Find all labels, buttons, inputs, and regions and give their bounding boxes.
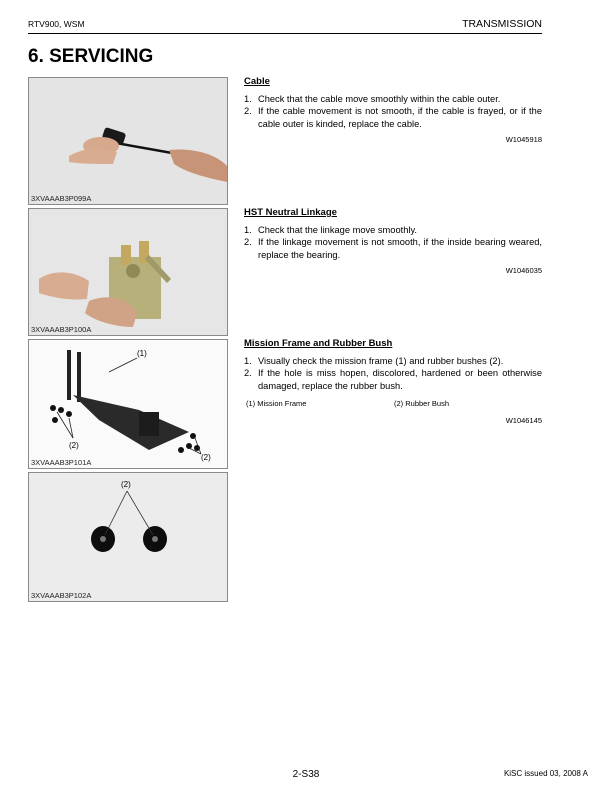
mission-frame-diagram [29,340,227,468]
section-cable [244,76,542,147]
figure-caption: 3XVAAAB3P099A [31,194,92,203]
step: 2. If the hole is miss hopen, discolored, hardened or been otherwise damaged, replace the rubber bush. [244,368,542,391]
section-hst-linkage [244,207,542,278]
header-model: RTV900, WSM [28,19,85,29]
page-number: 2-S38 [292,769,320,780]
reference-code: W1046145 [505,415,542,425]
step: 2. If the cable movement is not smooth, if the cable is frayed, or if the cable outer is kinded, replace the cable. [244,106,542,129]
legend [244,398,542,411]
callout-bush-right: (2) [201,453,211,462]
legend-item: (2) Rubber Bush [394,399,450,408]
section-heading: Mission Frame and Rubber Bush [244,338,393,349]
rubber-bush-photo [29,473,227,601]
issue-note: KiSC issued 03, 2008 A [503,769,588,778]
step: 1. Check that the linkage move smoothly. [244,224,417,235]
legend-item: (1) Mission Frame [246,399,307,408]
section-heading: Cable [244,76,270,87]
header-rule [28,33,542,34]
figure-rubber-bush [28,472,228,602]
callout-frame: (1) [137,349,147,358]
cable-photo [29,78,227,204]
step: 1. Check that the cable move smoothly within the cable outer. [244,93,501,104]
section-mission-frame [244,338,542,427]
figure-caption: 3XVAAAB3P101A [31,458,92,467]
page-title: 6. SERVICING [28,46,154,67]
callout-bush: (2) [121,480,131,489]
figure-linkage [28,208,228,336]
reference-code: W1045918 [505,135,542,144]
linkage-photo [29,209,227,335]
step: 2. If the linkage movement is not smooth, if the inside bearing weared, replace the bearing. [244,237,542,260]
step: 1. Visually check the mission frame (1) and rubber bushes (2). [244,355,504,366]
reference-code: W1046035 [505,266,542,275]
header-section: TRANSMISSION [462,18,542,30]
figure-mission-frame [28,339,228,469]
callout-bush-left: (2) [69,441,79,450]
figure-caption: 3XVAAAB3P102A [31,591,92,600]
figure-cable [28,77,228,205]
figure-caption: 3XVAAAB3P100A [31,325,92,334]
section-heading: HST Neutral Linkage [244,207,337,218]
